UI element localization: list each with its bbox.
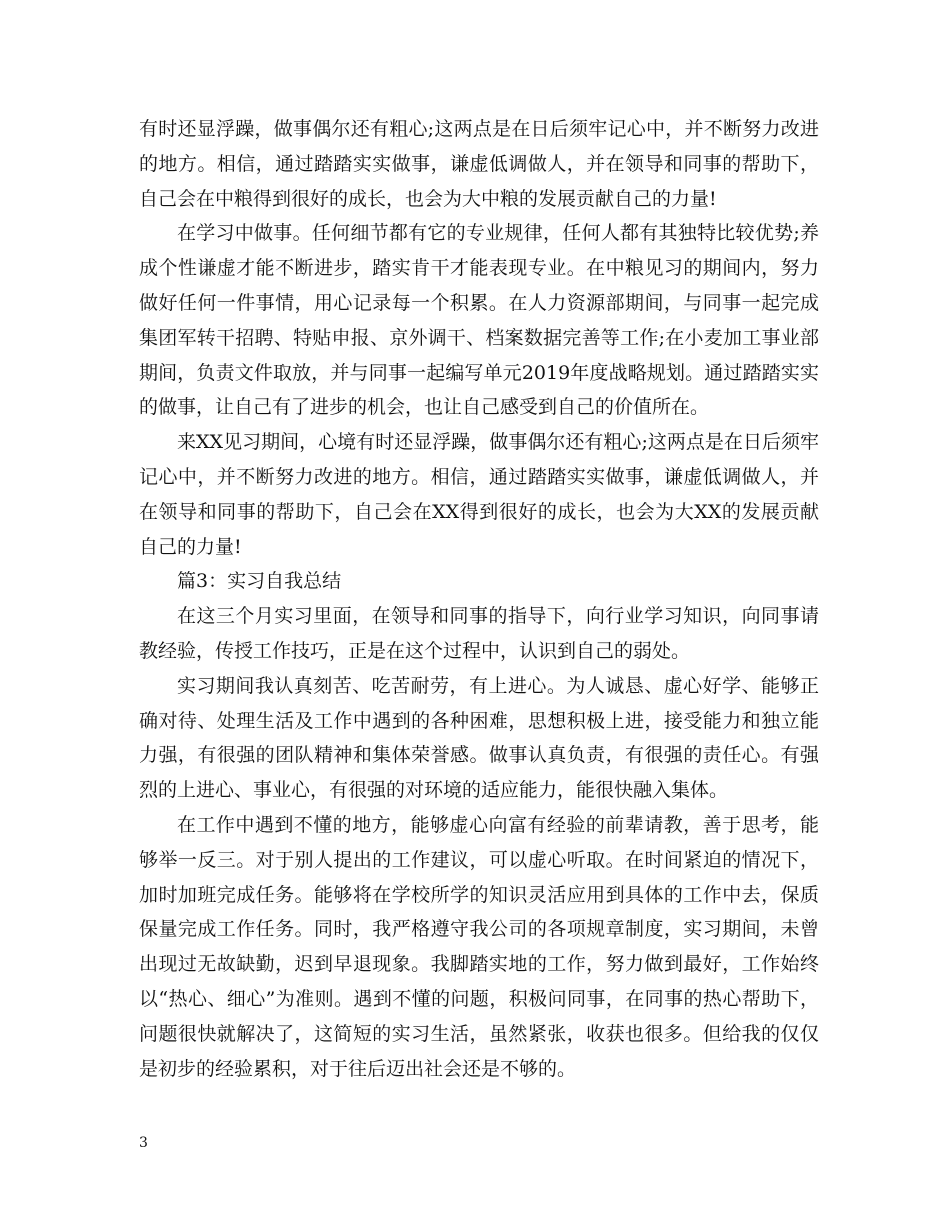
paragraph-continuation: 有时还显浮躁，做事偶尔还有粗心;这两点是在日后须牢记心中，并不断努力改进的地方。相信，通过踏踏实实做事，谦虚低调做人，并在领导和同事的帮助下，自己会在中粮得到很好的成长，也会为大中粮的发展贡献自己的力量! <box>139 118 819 210</box>
paragraph: 在这三个月实习里面，在领导和同事的指导下，向行业学习知识，向同事请教经验，传授工作技巧，正是在这个过程中，认识到自己的弱处。 <box>139 605 819 662</box>
paragraph: 在工作中遇到不懂的地方，能够虚心向富有经验的前辈请教，善于思考，能够举一反三。对于别人提出的工作建议，可以虚心听取。在时间紧迫的情况下，加时加班完成任务。能够将在学校所学的知识灵活应用到具体的工作中去，保质保量完成工作任务。同时，我严格遵守我公司的各项规章制度，实习期间，未曾出现过无故缺勤，迟到早退现象。我脚踏实地的工作，努力做到最好，工作始终以“热心、细心”为准则。遇到不懂的问题，积极问同事，在同事的热心帮助下，问题很快就解决了，这简短的实习生活，虽然紧张，收获也很多。但给我的仅仅是初步的经验累积，对于往后迈出社会还是不够的。 <box>139 813 819 1080</box>
paragraph: 实习期间我认真刻苦、吃苦耐劳，有上进心。为人诚恳、虚心好学、能够正确对待、处理生活及工作中遇到的各种困难，思想积极上进，接受能力和独立能力强，有很强的团队精神和集体荣誉感。做事认真负责，有很强的责任心。有强烈的上进心、事业心，有很强的对环境的适应能力，能很快融入集体。 <box>139 674 819 802</box>
section-heading: 篇3：实习自我总结 <box>177 570 342 593</box>
paragraph: 在学习中做事。任何细节都有它的专业规律，任何人都有其独特比较优势;养成个性谦虚才能不断进步，踏实肯干才能表现专业。在中粮见习的期间内，努力做好任何一件事情，用心记录每一个积累。在人力资源部期间，与同事一起完成集团军转干招聘、特贴申报、京外调干、档案数据完善等工作;在小麦加工事业部期间，负责文件取放，并与同事一起编写单元2019年度战略规划。通过踏踏实实的做事，让自己有了进步的机会，也让自己感受到自己的价值所在。 <box>139 222 819 419</box>
body-text <box>139 112 819 1086</box>
paragraph: 来XX见习期间，心境有时还显浮躁，做事偶尔还有粗心;这两点是在日后须牢记心中，并不断努力改进的地方。相信，通过踏踏实实做事，谦虚低调做人，并在领导和同事的帮助下，自己会在XX得到很好的成长，也会为大XX的发展贡献自己的力量! <box>139 431 819 558</box>
page-number: 3 <box>139 1135 148 1151</box>
